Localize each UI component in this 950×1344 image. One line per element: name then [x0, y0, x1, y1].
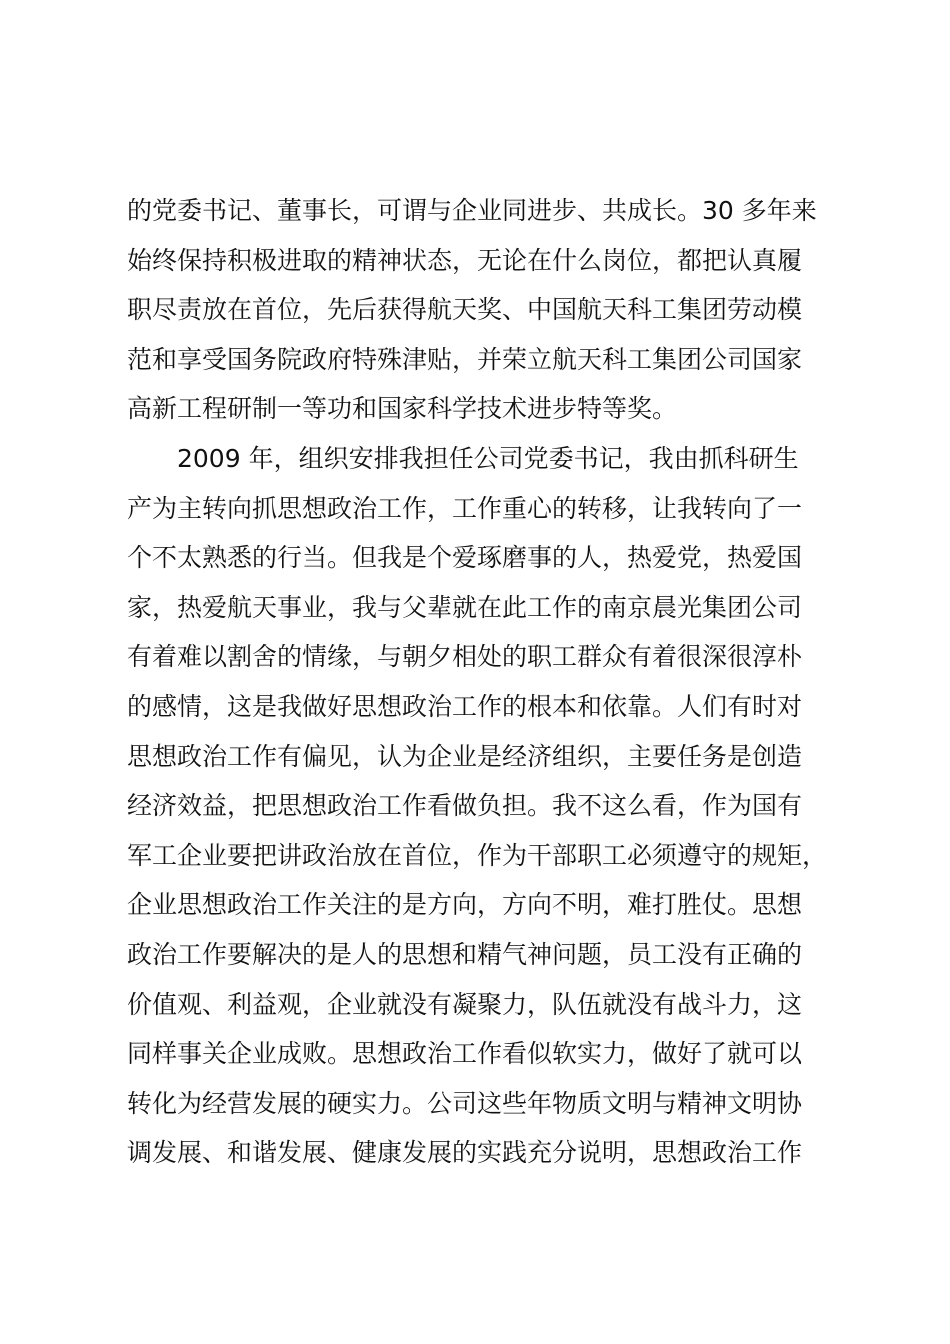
paragraph-2-line-12: 价值观、利益观，企业就没有凝聚力，队伍就没有战斗力，这: [127, 989, 803, 1019]
paragraph-1-line-1: 的党委书记、董事长，可谓与企业同进步、共成长。30 多年来: [127, 196, 817, 225]
paragraph-2-line-5: 有着难以割舍的情缘，与朝夕相处的职工群众有着很深很淳朴: [127, 642, 803, 672]
paragraph-2-line-10: 企业思想政治工作关注的是方向，方向不明，难打胜仗。思想: [127, 890, 803, 920]
paragraph-2-line-1: 2009 年，组织安排我担任公司党委书记，我由抓科研生: [177, 443, 799, 473]
paragraph-1-line-2: 始终保持积极进取的精神状态，无论在什么岗位，都把认真履: [127, 245, 803, 275]
paragraph-2-line-13: 同样事关企业成败。思想政治工作看似软实力，做好了就可以: [127, 1039, 803, 1069]
paragraph-2-line-15: 调发展、和谐发展、健康发展的实践充分说明，思想政治工作: [127, 1138, 803, 1168]
paragraph-1-line-5: 高新工程研制一等功和国家科学技术进步特等奖。: [127, 394, 678, 424]
paragraph-1-line-3: 职尽责放在首位，先后获得航天奖、中国航天科工集团劳动模: [127, 295, 803, 325]
paragraph-2-line-6: 的感情，这是我做好思想政治工作的根本和依靠。人们有时对: [127, 691, 803, 721]
paragraph-2-line-4: 家，热爱航天事业，我与父辈就在此工作的南京晨光集团公司: [127, 592, 803, 622]
document-body: [127, 186, 847, 1178]
paragraph-2-line-11: 政治工作要解决的是人的思想和精气神问题，员工没有正确的: [127, 939, 803, 969]
paragraph-2-line-8: 经济效益，把思想政治工作看做负担。我不这么看，作为国有: [127, 791, 803, 821]
paragraph-2-line-14: 转化为经营发展的硬实力。公司这些年物质文明与精神文明协: [127, 1088, 803, 1118]
paragraph-2-line-7: 思想政治工作有偏见，认为企业是经济组织，主要任务是创造: [127, 741, 803, 771]
paragraph-1-line-4: 范和享受国务院政府特殊津贴，并荣立航天科工集团公司国家: [127, 344, 803, 374]
paragraph-2-line-9: 军工企业要把讲政治放在首位，作为干部职工必须遵守的规矩，: [127, 840, 828, 870]
paragraph-2-line-2: 产为主转向抓思想政治工作，工作重心的转移，让我转向了一: [127, 493, 803, 523]
paragraph-2-line-3: 个不太熟悉的行当。但我是个爱琢磨事的人，热爱党，热爱国: [127, 543, 803, 573]
